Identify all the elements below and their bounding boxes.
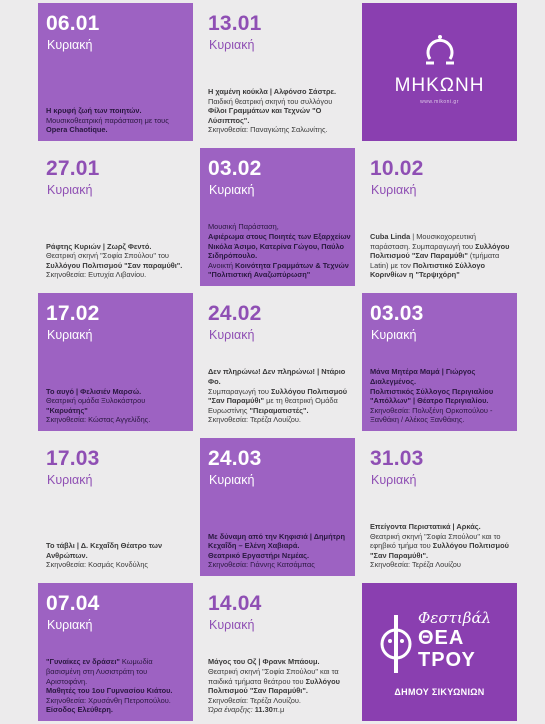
event-day: Κυριακή <box>371 473 417 487</box>
event-director: Σκηνοθεσία: Τερέζα Λουίζου. <box>208 415 301 425</box>
theatre-phi-icon <box>378 613 414 675</box>
event-date: 17.03 <box>46 447 100 470</box>
event-date: 14.04 <box>208 592 262 615</box>
event-day: Κυριακή <box>47 183 93 197</box>
event-card-1301 <box>200 3 355 141</box>
event-title: Δεν πληρώνω! Δεν πληρώνω! | Ντάριο Φο. <box>208 367 346 386</box>
event-day: Κυριακή <box>209 328 255 342</box>
event-title: Αφιέρωμα στους Ποιητές των Εξαρχείων Νικόλα Άσιμο, Κατερίνα Γώγου, Παύλο Σιδηρόπουλο. <box>208 231 351 261</box>
event-day: Κυριακή <box>371 328 417 342</box>
event-director: Σκηνοθεσία: Ευτυχία Λιβανίου. <box>46 270 147 280</box>
event-group: "Καρυάτης" <box>46 405 88 415</box>
event-group: Συλλόγου Πολιτισμού "Σαν Παραμύθι" <box>370 241 510 261</box>
event-card-2701 <box>38 148 193 286</box>
event-date: 06.01 <box>46 12 100 35</box>
event-group: Φίλοι Γραμμάτων και Τεχνών "Ο Λύσιππος". <box>208 106 322 125</box>
event-card-0303 <box>362 293 517 431</box>
event-details: Μουσικοθεατρική παράσταση με τους <box>46 115 169 125</box>
event-day: Κυριακή <box>209 473 255 487</box>
event-card-0704 <box>38 583 193 721</box>
event-free-entry: Είσοδος Ελεύθερη. <box>46 705 113 715</box>
event-start-label: Ώρα έναρξης: <box>208 705 255 715</box>
event-group: Opera Chaotique. <box>46 125 108 135</box>
event-day: Κυριακή <box>209 618 255 632</box>
event-card-0601 <box>38 3 193 141</box>
event-card-1404 <box>200 583 355 721</box>
event-card-0302 <box>200 148 355 286</box>
event-day: Κυριακή <box>209 183 255 197</box>
event-description <box>208 532 351 571</box>
event-description <box>370 367 513 425</box>
event-day: Κυριακή <box>371 183 417 197</box>
mikoni-website: www.mikoni.gr <box>420 99 459 105</box>
event-details: Θεατρική σκηνή "Σοφία Σπούλου" του <box>46 251 169 261</box>
event-group: Συλλόγου Πολιτισμού "Σαν Παραμύθι" <box>208 386 348 406</box>
event-details: Συμπαραγωγή του <box>208 386 271 396</box>
event-description <box>46 242 189 281</box>
event-director: Σκηνοθεσία: Παναγιώτης Σαλωνίτης. <box>208 125 328 135</box>
event-day: Κυριακή <box>209 38 255 52</box>
event-date: 24.02 <box>208 302 262 325</box>
event-card-1002 <box>362 148 517 286</box>
event-details: Παιδική θεατρική σκηνή του συλλόγου <box>208 96 333 106</box>
event-details: Θεατρική σκηνή "Σοφία Σπούλου" και τα παιδικά τμήματα θεάτρου του <box>208 666 339 686</box>
event-description <box>46 657 189 715</box>
event-date: 27.01 <box>46 157 100 180</box>
event-date: 07.04 <box>46 592 100 615</box>
mikoni-name: ΜΗΚΩΝΗ <box>394 75 485 96</box>
event-title: Μάνα Μητέρα Μαμά | Γιώργος Διαλεγμένος. <box>370 367 476 386</box>
event-date: 03.02 <box>208 157 262 180</box>
festival-subtitle: ΔΗΜΟΥ ΣΙΚΥΩΝΙΩΝ <box>394 687 485 697</box>
event-director: Σκηνοθεσία: Γιάννης Κατσάμπας <box>208 560 315 570</box>
festival-title-line2: ΤΡΟΥ <box>418 649 476 671</box>
event-card-2402 <box>200 293 355 431</box>
festival-script-title: Φεστιβάλ <box>418 609 492 627</box>
festival-title-line1: ΘΕΑ <box>418 627 465 649</box>
event-date: 24.03 <box>208 447 262 470</box>
event-date: 13.01 <box>208 12 262 35</box>
event-description <box>208 87 351 135</box>
event-date: 17.02 <box>46 302 100 325</box>
event-start-time: 11.30 <box>254 705 273 715</box>
event-title: Μάγος του Οζ | Φρανκ Μπάουμ. <box>208 657 320 667</box>
event-details-2: (τμήματα Latin) με τον <box>370 251 500 270</box>
event-group: Θεατρικό Εργαστήρι Νεμέας. <box>208 550 310 560</box>
event-director: Σκηνοθεσία: Τερέζα Λουίζου <box>370 560 461 570</box>
event-date: 10.02 <box>370 157 424 180</box>
event-details: Θεατρική ομάδα Ξυλοκάστρου <box>46 396 146 406</box>
event-group: Συλλόγου Πολιτισμού "Σαν Παραμύθι". <box>208 676 340 696</box>
event-description <box>46 387 189 426</box>
event-director: Σκηνοθεσία: Πολυξένη Ορκοπούλου - Ξανθάκη / Αλέκος Ξανθάκης. <box>370 405 493 425</box>
event-description <box>208 222 351 280</box>
event-title: Το αυγό | Φελισιέν Μαρσώ. <box>46 386 142 396</box>
event-details: Ανοικτή <box>208 260 236 270</box>
event-title: Με δύναμη από την Κηφισιά | Δημήτρη Κεχαΐδη – Ελένη Χαβιαρά. <box>208 531 345 551</box>
event-director: Σκηνοθεσία: Χρυσάνθη Πετροπούλου. <box>46 695 171 705</box>
event-card-2403 <box>200 438 355 576</box>
event-details: | Μουσικοχορευτική παράσταση. Συμπαραγωγή του <box>370 231 477 251</box>
event-day: Κυριακή <box>47 38 93 52</box>
event-group: Κοινότητα Γραμμάτων & Τεχνών "Πολιτιστική Αναζωπύρωση" <box>208 260 349 280</box>
event-group: Συλλόγου Πολιτισμού "Σαν Παραμύθι". <box>370 541 509 560</box>
event-card-1702 <box>38 293 193 431</box>
event-group: Πολιτιστικός Σύλλογος Περιγιαλίου "Απόλλων" | Θέατρο Περιγιαλίου. <box>370 386 494 406</box>
event-description <box>370 232 513 280</box>
event-card-3103 <box>362 438 517 576</box>
event-title: Η χαμένη κούκλα | Αλφόνσο Σάστρε. <box>208 86 337 96</box>
mikoni-logo <box>362 3 517 141</box>
event-description <box>46 541 189 570</box>
event-title: Ράφτης Κυριών | Ζωρζ Φεντό. <box>46 241 152 251</box>
event-group: Συλλόγου Πολιτισμού "Σαν παραμύθι". <box>46 260 183 270</box>
event-director: Σκηνοθεσία: Κώστας Αγγελίδης. <box>46 415 151 425</box>
event-date: 31.03 <box>370 447 424 470</box>
event-date: 03.03 <box>370 302 424 325</box>
event-title: "Γυναίκες εν δράσει" <box>46 657 120 667</box>
event-director: Σκηνοθεσία: Κοσμάς Κονδύλης <box>46 560 148 570</box>
event-description <box>46 106 189 135</box>
event-day: Κυριακή <box>47 618 93 632</box>
event-group: Μαθητές του 1ου Γυμνασίου Κιάτου. <box>46 686 173 696</box>
event-director: Σκηνοθεσία: Τερέζα Λουίζου. <box>208 695 301 705</box>
event-details-2: με τη θεατρική Ομάδα Ευρωστίνης <box>208 396 338 415</box>
event-title: Cuba Linda <box>370 231 411 241</box>
festival-logo <box>362 583 517 721</box>
event-card-1703 <box>38 438 193 576</box>
event-description <box>208 657 351 715</box>
event-day: Κυριακή <box>47 328 93 342</box>
mikoni-emblem-icon <box>418 33 462 73</box>
event-group-2: Πολιτιστικό Σύλλογο Κορινθίων η "Τερψιχόρη" <box>370 260 486 280</box>
event-title: Η κρυφή ζωή των ποιητών. <box>46 106 142 116</box>
event-description <box>370 522 513 570</box>
event-intro: Μουσική Παράσταση, <box>208 222 279 232</box>
event-day: Κυριακή <box>47 473 93 487</box>
event-details: Θεατρική σκηνή "Σοφία Σπούλου" και το εφηβικό τμήμα του <box>370 531 501 551</box>
event-title: Επείγοντα Περιστατικά | Αρκάς. <box>370 521 481 531</box>
event-group-2: "Πειραματιστές". <box>249 405 309 415</box>
event-start-suffix: π.μ <box>272 705 285 715</box>
event-details: Κωμωδία βασισμένη στη Λυσιστράτη του Αριστοφάνη. <box>46 657 153 686</box>
event-grid <box>38 3 545 721</box>
event-description <box>208 367 351 425</box>
event-title: Το τάβλι | Δ. Κεχαΐδη Θέατρο των Ανθρώπων. <box>46 541 163 560</box>
